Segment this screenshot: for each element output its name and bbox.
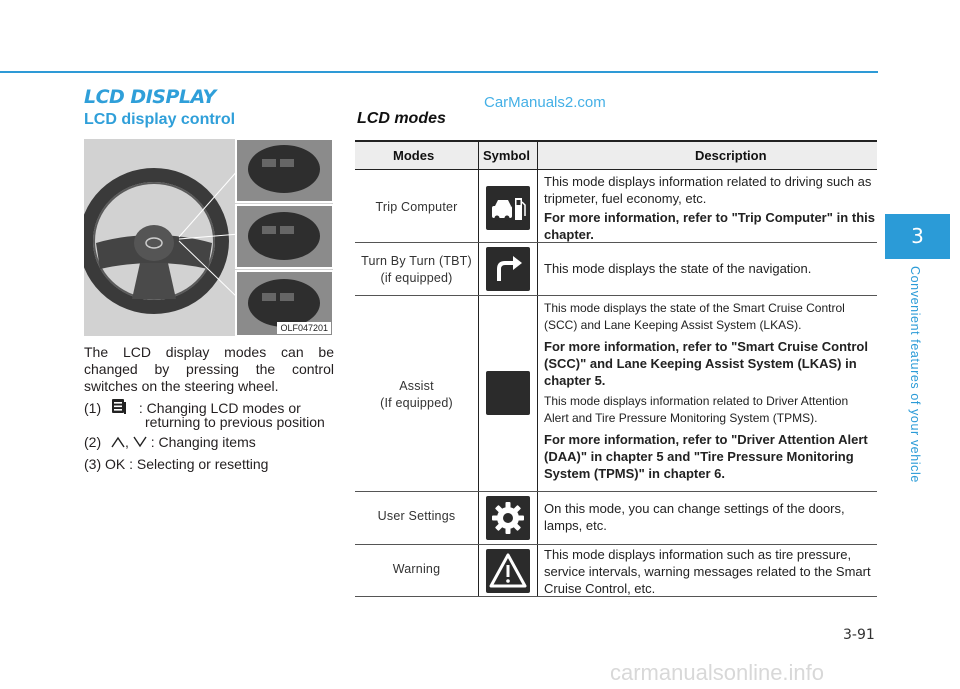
desc-turn-by-turn: This mode displays the state of the navigation. — [544, 261, 812, 276]
desc-bold-text: For more information, refer to "Trip Computer" in this chapter. — [544, 210, 875, 242]
watermark: CarManuals2.com — [484, 94, 606, 111]
control-item-3: (3) OK : Selecting or resetting — [84, 456, 269, 472]
desc-bold-text: For more information, refer to "Smart Cruise Control (SCC)" and Lane Keeping Assist System (LKAS) in chapter 5. — [544, 339, 868, 388]
table-row — [355, 243, 877, 296]
table-row — [355, 545, 877, 597]
item-1-text: : Changing LCD modes or — [138, 400, 301, 416]
table-header — [355, 142, 877, 170]
down-chevron-icon — [133, 435, 147, 452]
item-2-number: (2) — [84, 434, 102, 450]
steering-wheel-photo — [84, 139, 333, 336]
header-description: Description — [695, 148, 767, 163]
desc-warning: This mode displays information such as tire pressure, service intervals, warning messages related to the Smart Cruise Control, etc. — [544, 547, 871, 596]
trip-computer-icon — [486, 186, 530, 230]
item-1-continuation: returning to previous position — [145, 414, 325, 430]
desc-text: This mode displays the state of the Smart Cruise Control (SCC) and Lane Keeping Assist System (LKAS). — [544, 301, 845, 332]
mode-label: Turn By Turn (TBT) — [361, 254, 472, 268]
subtitle-lcd-display-control: LCD display control — [84, 111, 236, 128]
header-modes: Modes — [393, 148, 435, 163]
section-title: LCD DISPLAY — [84, 86, 216, 108]
table-title: LCD modes — [357, 110, 446, 127]
header-symbol: Symbol — [483, 148, 530, 163]
mode-warning: Warning — [392, 562, 441, 576]
footer-watermark: carmanualsonline.info — [610, 660, 825, 685]
mode-user-settings: User Settings — [377, 509, 456, 523]
up-chevron-icon — [111, 435, 125, 452]
lcd-modes-table — [355, 140, 877, 597]
mode-assist — [355, 378, 478, 412]
item-2-text: : Changing items — [150, 434, 256, 450]
desc-bold-text: For more information, refer to "Driver Attention Alert (DAA)" in chapter 5 and "Tire Pressure Monitoring System (TPMS)" in chapter 6. — [544, 432, 868, 481]
control-item-2 — [84, 434, 256, 452]
desc-assist — [544, 300, 875, 482]
item-1-number: (1) — [84, 400, 102, 416]
top-rule — [0, 71, 878, 73]
mode-label-note: (if equipped) — [380, 271, 453, 285]
table-row — [355, 492, 877, 545]
turn-arrow-icon — [486, 247, 530, 291]
photo-code: OLF047201 — [277, 322, 331, 334]
page-number: 3-91 — [843, 627, 875, 643]
menu-button-icon — [111, 398, 127, 420]
table-row — [355, 296, 877, 492]
warning-icon — [486, 549, 530, 593]
mode-trip-computer: Trip Computer — [375, 200, 458, 214]
table-row — [355, 170, 877, 243]
mode-label-note: (If equipped) — [380, 396, 453, 410]
item-2-separator: , — [125, 434, 129, 450]
chapter-tab — [885, 214, 950, 259]
desc-text: This mode displays information related to Driver Attention Alert and Tire Pressure Monitoring System (TPMS). — [544, 394, 849, 425]
desc-trip-computer — [544, 173, 875, 243]
desc-user-settings: On this mode, you can change settings of the doors, lamps, etc. — [544, 501, 845, 533]
mode-label: Assist — [399, 379, 434, 393]
gear-icon — [486, 496, 530, 540]
desc-text: This mode displays information related to driving such as tripmeter, fuel economy, etc. — [544, 174, 872, 206]
assist-icon — [486, 371, 530, 415]
intro-paragraph: The LCD display modes can be changed by pressing the control switches on the steering wheel. — [84, 344, 334, 394]
chapter-number: 3 — [911, 224, 924, 248]
chapter-label: Convenient features of your vehicle — [908, 266, 922, 483]
mode-turn-by-turn — [355, 253, 478, 287]
